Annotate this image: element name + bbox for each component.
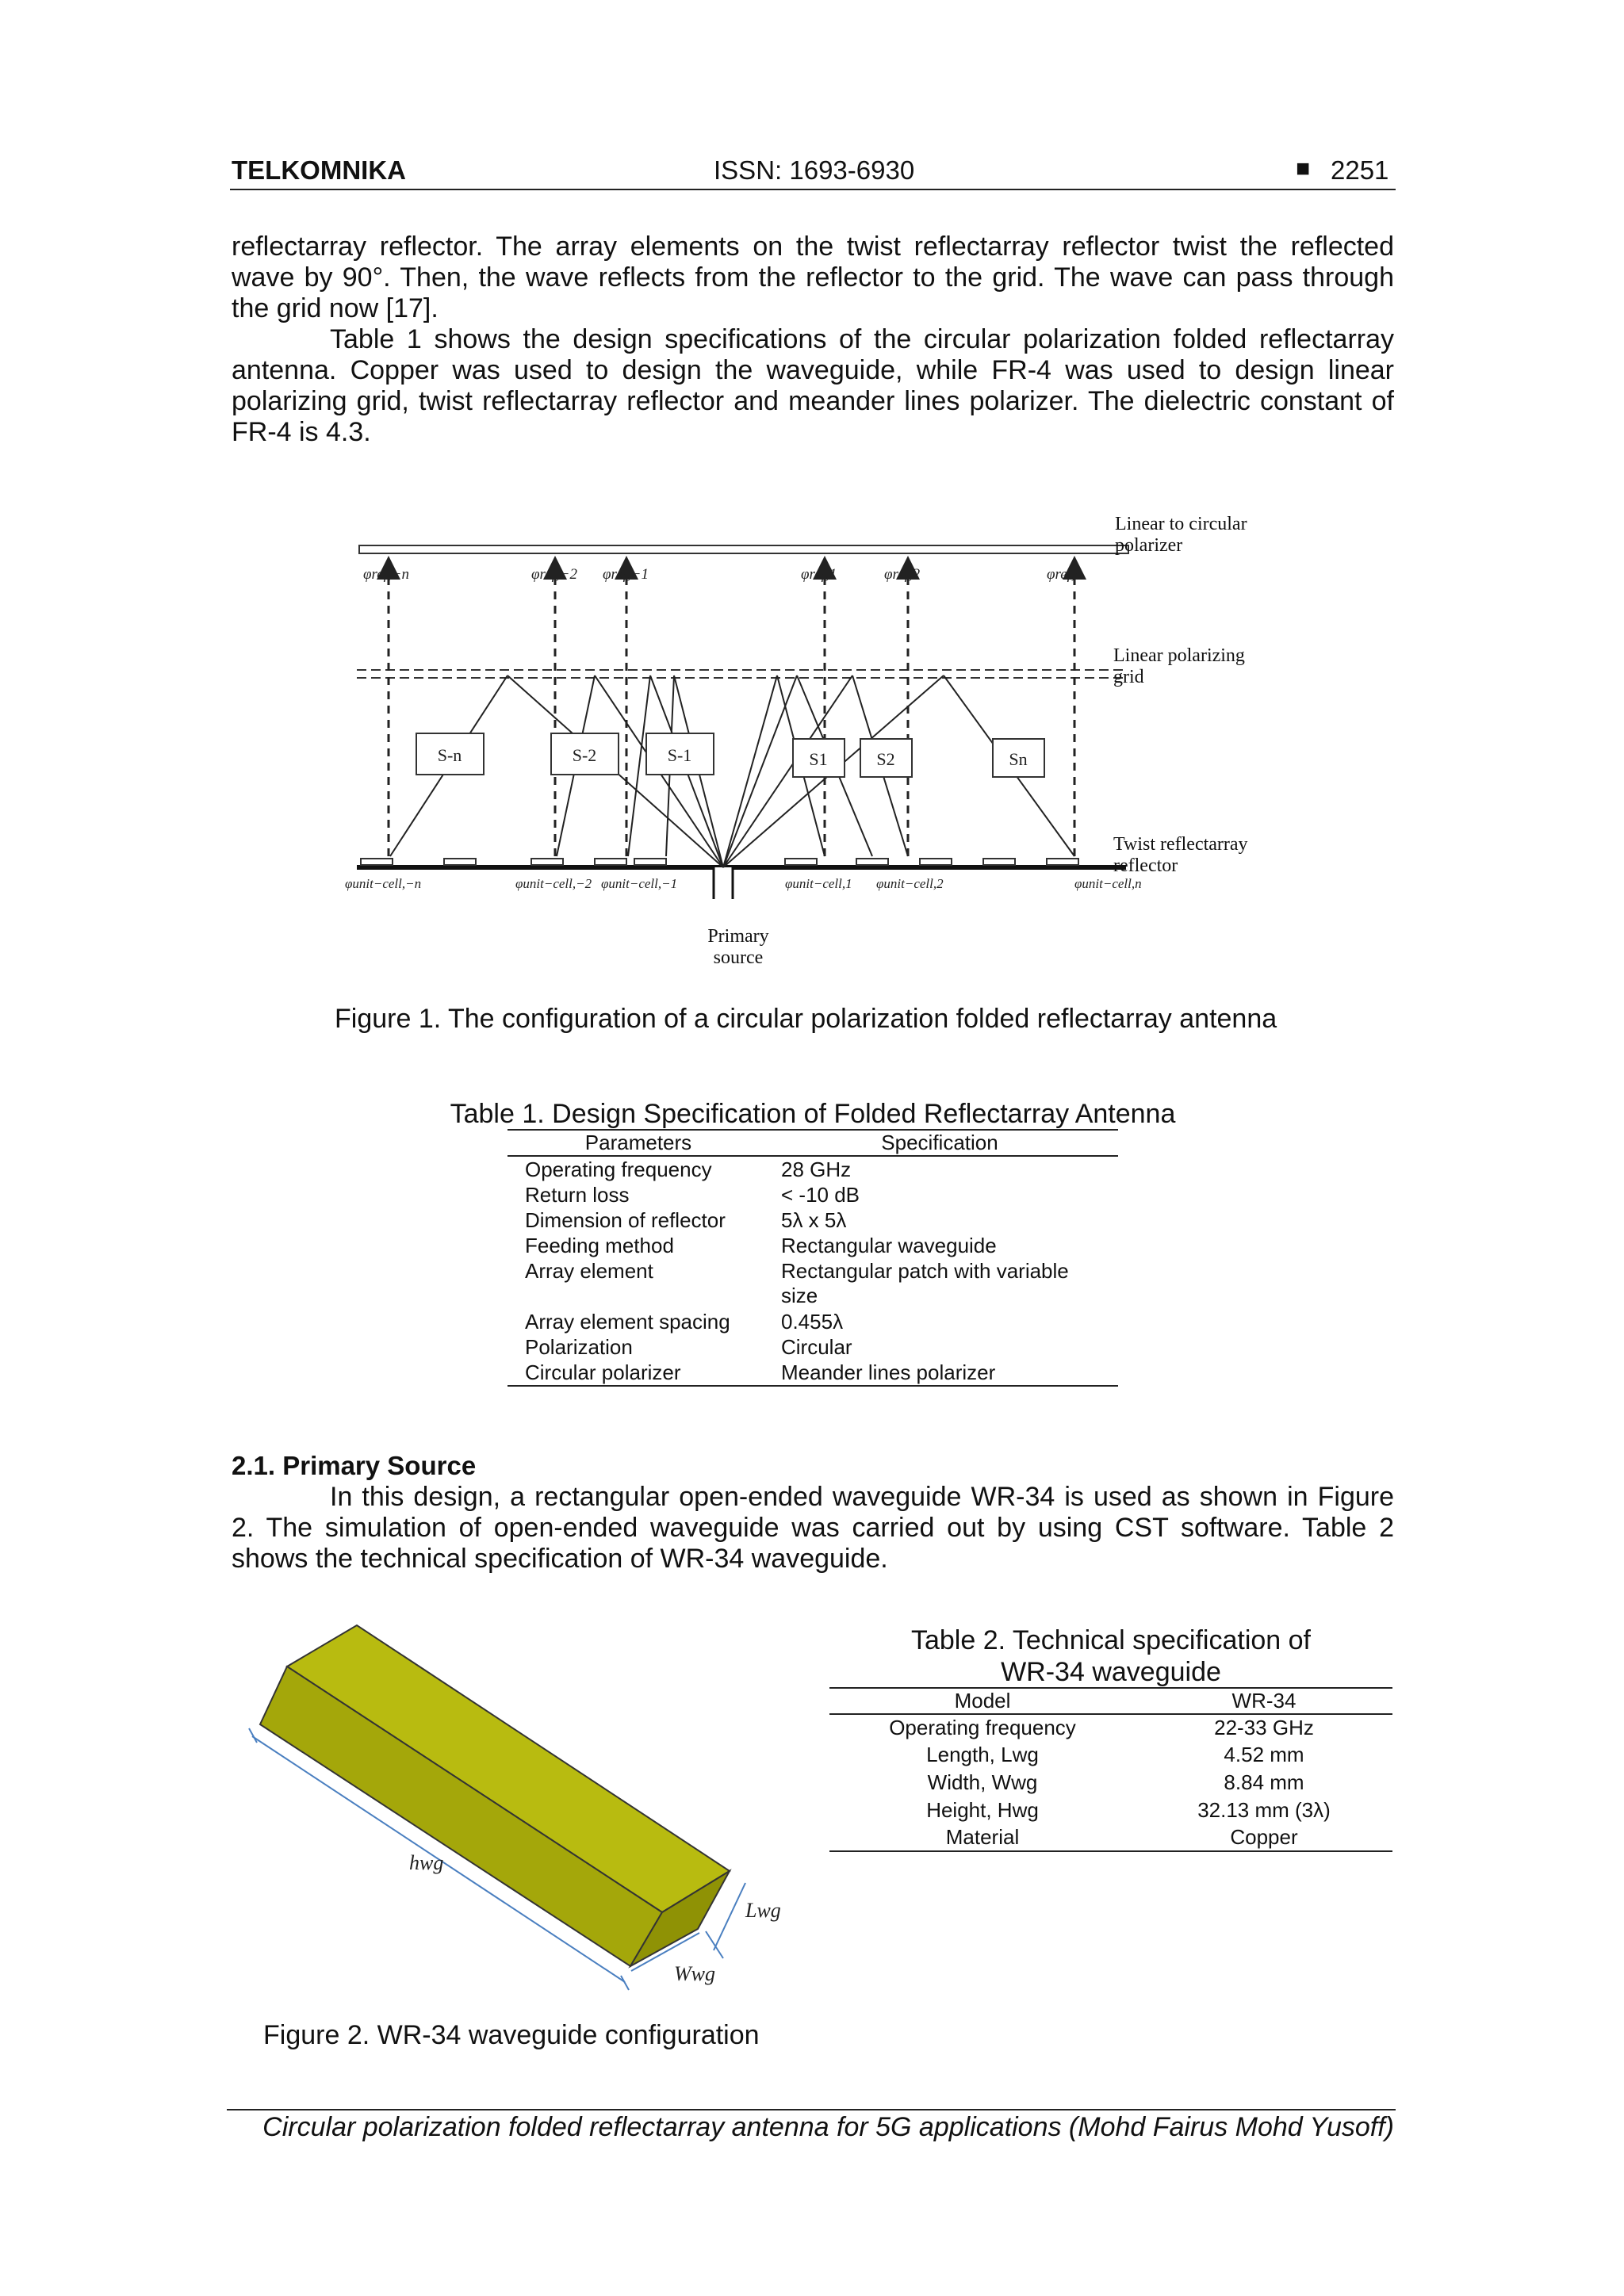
table-row-param: Dimension of reflector bbox=[525, 1208, 726, 1232]
page-number: 2251 bbox=[1331, 155, 1389, 185]
table-row-param: Height, Hwg bbox=[926, 1798, 1039, 1822]
table-row-param: Array element bbox=[525, 1259, 653, 1283]
s-n: Sn bbox=[1009, 749, 1028, 769]
header-rule bbox=[230, 189, 1396, 190]
page-marker-icon: ■ bbox=[1296, 155, 1311, 182]
table-row-value: Copper bbox=[1230, 1825, 1298, 1849]
footer-rule bbox=[227, 2109, 1396, 2110]
figure2-waveguide bbox=[238, 1617, 809, 1998]
table2-header-wr34: WR-34 bbox=[1231, 1689, 1297, 1712]
table1-header-specification: Specification bbox=[881, 1131, 998, 1154]
phi-cell-n: φunit−cell,n bbox=[1074, 876, 1142, 891]
table-row-param: Feeding method bbox=[525, 1234, 674, 1257]
table-row-param: Width, Wwg bbox=[927, 1770, 1038, 1794]
table-row-spec: 0.455λ bbox=[781, 1310, 844, 1334]
phi-ref-minus-1: φref,−1 bbox=[603, 566, 649, 583]
phi-cell-minus-2: φunit−cell,−2 bbox=[515, 876, 592, 891]
label-hwg: hwg bbox=[409, 1851, 444, 1874]
table-row-param: Material bbox=[945, 1825, 1020, 1849]
table-row-value: 32.13 mm (3λ) bbox=[1197, 1798, 1331, 1822]
table-row-spec: 28 GHz bbox=[781, 1158, 852, 1181]
table-row-spec: Circular bbox=[781, 1335, 852, 1359]
table-row-param: Operating frequency bbox=[525, 1158, 712, 1181]
primary-source-waveguide bbox=[714, 867, 733, 899]
ray-lines bbox=[390, 675, 1074, 867]
phi-ref-1: φref,1 bbox=[801, 566, 837, 583]
s-2: S2 bbox=[876, 749, 895, 769]
figure1-diagram bbox=[333, 507, 1285, 983]
figure2-caption: Figure 2. WR-34 waveguide configuration bbox=[263, 2020, 760, 2050]
section-text: In this design, a rectangular open-ended waveguide WR-34 is used as shown in Figure 2. The simulation of open-ended waveguide was carried out by using CST software. Table 2 shows the technical specification of WR-34 waveguide. bbox=[232, 1482, 1394, 1574]
s-minus-1: S-1 bbox=[667, 745, 692, 765]
table-row-spec: Rectangular waveguide bbox=[781, 1234, 997, 1257]
table1-bottom-rule bbox=[508, 1385, 1118, 1387]
phi-ref-2: φref,2 bbox=[884, 566, 921, 583]
table-row-value: 22-33 GHz bbox=[1214, 1716, 1314, 1739]
table-row-spec: Meander lines polarizer bbox=[781, 1360, 996, 1384]
label-primary-source: Primary source bbox=[707, 926, 769, 968]
s-minus-n: S-n bbox=[437, 745, 462, 765]
table-row-value: 8.84 mm bbox=[1224, 1770, 1304, 1794]
label-polarizer: Linear to circular polarizer bbox=[1115, 514, 1247, 556]
table2-title-line1: Table 2. Technical specification of bbox=[910, 1625, 1311, 1655]
s-1: S1 bbox=[809, 749, 828, 769]
table2-title-line2: WR-34 waveguide bbox=[1001, 1657, 1221, 1687]
phi-cell-1: φunit−cell,1 bbox=[785, 876, 852, 891]
figure1-caption: Figure 1. The configuration of a circular polarization folded reflectarray antenna bbox=[335, 1004, 1277, 1034]
table-row-spec: 5λ x 5λ bbox=[781, 1208, 847, 1232]
table-row-param: Length, Lwg bbox=[926, 1743, 1039, 1766]
table-row-param: Return loss bbox=[525, 1183, 630, 1207]
s-minus-2: S-2 bbox=[572, 745, 597, 765]
phi-ref-n: φref,n bbox=[1047, 566, 1083, 583]
intro-paragraph-1: reflectarray reflector. The array elements on the twist reflectarray reflector twist the reflected wave by 90°. Then, the wave reflects from the reflector to the grid. The wave can pass through the grid now [17]. bbox=[232, 232, 1394, 323]
journal-name: TELKOMNIKA bbox=[232, 155, 406, 185]
label-wwg: Wwg bbox=[674, 1962, 715, 1985]
table-row-spec: Rectangular patch with variable size bbox=[781, 1259, 1069, 1307]
phi-ref-minus-n: φref,−n bbox=[363, 566, 409, 583]
phi-cell-minus-n: φunit−cell,−n bbox=[345, 876, 422, 891]
s-boxes bbox=[416, 733, 1044, 777]
section-heading: 2.1. Primary Source bbox=[232, 1451, 477, 1480]
table1-header-rule bbox=[508, 1155, 1118, 1157]
issn: ISSN: 1693-6930 bbox=[714, 155, 915, 185]
table2-header-rule bbox=[829, 1713, 1392, 1715]
phi-cell-minus-1: φunit−cell,−1 bbox=[601, 876, 678, 891]
table-row-param: Operating frequency bbox=[889, 1716, 1076, 1739]
table2-bottom-rule bbox=[829, 1850, 1392, 1852]
label-lwg: Lwg bbox=[745, 1899, 781, 1922]
table-row-param: Polarization bbox=[525, 1335, 633, 1359]
footer-text: Circular polarization folded reflectarray antenna for 5G applications (Mohd Fairus Mohd Yusoff) bbox=[262, 2112, 1394, 2142]
phi-ref-minus-2: φref,−2 bbox=[531, 566, 577, 583]
table2-header-model: Model bbox=[954, 1689, 1011, 1712]
table-row-param: Circular polarizer bbox=[525, 1360, 681, 1384]
polarizer-plate bbox=[359, 545, 1128, 553]
table1-header-parameters: Parameters bbox=[584, 1131, 692, 1154]
table-row-param: Array element spacing bbox=[525, 1310, 730, 1334]
intro-text bbox=[232, 232, 1394, 448]
table1-title: Table 1. Design Specification of Folded Reflectarray Antenna bbox=[450, 1099, 1176, 1129]
phi-cell-2: φunit−cell,2 bbox=[876, 876, 944, 891]
reflected-wave-arrows bbox=[389, 558, 1074, 856]
label-grid: Linear polarizing grid bbox=[1113, 645, 1245, 687]
table-row-value: 4.52 mm bbox=[1224, 1743, 1304, 1766]
intro-paragraph-2: Table 1 shows the design specifications of the circular polarization folded reflectarray antenna. Copper was used to design the waveguide, while FR-4 was used to design linear polarizing grid, twist reflectarray reflector and meander lines polarizer. The dielectric constant of FR-4 is 4.3. bbox=[232, 324, 1394, 447]
table-row-spec: < -10 dB bbox=[781, 1183, 860, 1207]
label-reflector: Twist reflectarray reflector bbox=[1113, 834, 1248, 876]
